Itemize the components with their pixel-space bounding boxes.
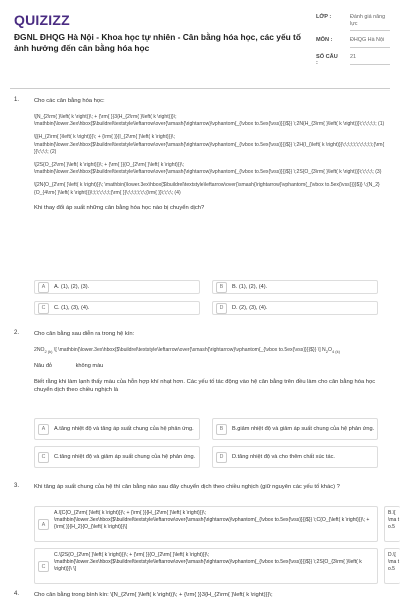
option-text: B.giảm nhiệt độ và giảm áp suất chung của hệ phản ứng. [232,425,375,432]
meta-subject-value: ĐHQG Hà Nội [350,37,390,48]
option-letter: C [38,303,49,314]
meta-count-row [316,54,390,66]
option-d[interactable] [212,301,378,315]
equation-mid: \[ \mathbin{\lower.3ex\hbox{$\buildrel\textstyle\leftarrow\over{\smash{\rightarrow}\vphantom{_{\vbox to.5ex{\vss}}}}$}} \] N [53,347,326,353]
question-body [34,97,390,212]
color-left: Nâu đỏ [34,363,53,370]
option-b[interactable] [212,418,378,440]
question-text: Khi thay đổi áp suất những cân bằng hóa học nào bị chuyển dịch? [34,204,205,211]
question-body [34,483,390,491]
equation-o: O [327,347,332,353]
equation-n-sub: 2 [325,349,328,355]
meta-subject-label: MÔN : [316,37,333,43]
option-a[interactable] [34,280,200,294]
question-stem: Cho cân bằng trong bình kín: \[N_{2\rm{ }\left( k \right)}\; + {\rm{ }}3{H_{2\rm{ }\left( k \right)}}\; [34,592,273,598]
option-text: C.tăng nhiệt độ và giảm áp suất chung của hệ phản ứng. [54,453,196,460]
option-text: D.tăng nhiệt độ và cho thêm chất xúc tác. [232,453,335,460]
option-text: A.tăng nhiệt độ và tăng áp suất chung của hệ phản ứng. [54,425,194,432]
equation-3: \[2S{O_{2\rm{ }\left( k \right)}}\; + {\rm{ }}{O_{2\rm{ }\left( k \right)}}\; \mathbin{\lower.3ex\hbox{$\buildrel\textstyle\leftarrow\over{\smash{\rightarrow}\vphantom{_{\vbox to.5ex{\vss}}}}$}} \;2S{O_{3\rm{ }\left( k \right)}}\;\;\;\;\; (3) [34,162,382,176]
question-number: 3. [14,483,20,489]
question-body [34,591,394,599]
meta-panel [316,14,390,72]
question-text: Biết rằng khi làm lạnh thấy màu của hỗn hợp khí nhạt hơn. Các yếu tố tác động vào hệ cân bằng trên đều làm cho cân bằng hóa học chuyển dịch theo chiều nghịch là [34,379,376,394]
option-text: A. (1), (2), (3). [54,283,90,290]
equation-prefix: 2NO [34,347,45,353]
option-text: A.\[C{O_{2\rm{ }\left( k \right)}}\; + {\rm{ }}{H_{2\rm{ }\left( k \right)}}\; \mathbin{\lower.3ex\hbox{$\buildrel\textstyle\leftarrow\over{\smash{\rightarrow}\vphantom{_{\vbox to.5ex{\vss}}}}$}} \;C{O_{\left( k \right)}}\; + {\rm{ }}{H_2}{O_{\left( k \right)}}\] [54,510,370,530]
equation-4: \[2N{O_{2\rm{ }\left( k \right)}}\; \mathbin{\lower.3ex\hbox{$\buildrel\textstyle\leftarrow\over{\smash{\rightarrow}\vphantom{_{\vbox to.5ex{\vss}}}}$}} \;{N_2}{O_{4\rm{ }\left( k \right)}}\;\;\;\;\;\;\;{\rm{ }}\;\;\;\;\;\;\;{\rm{ }}\;\;\;\; (4) [34,182,380,196]
option-text: C.\[2S{O_{2\rm{ }\left( k \right)}}\; + {\rm{ }}{O_{2\rm{ }\left( k \right)}}\; \mathbin{\lower.3ex\hbox{$\buildrel\textstyle\leftarrow\over{\smash{\rightarrow}\vphantom{_{\vbox to.5ex{\vss}}}}$}} \;2S{O_{3\rm{ }\left( k \right)}}\ \] [54,552,362,572]
header-divider [10,88,390,89]
question-number: 2. [14,330,20,336]
option-d[interactable] [212,446,378,468]
option-letter: A [38,424,49,435]
meta-count-label: SỐ CÂU : [316,54,338,66]
equation-prefix-sub: 2 (k) [44,349,53,355]
color-labels [34,363,390,369]
option-text: D. (2), (3), (4). [232,304,268,311]
option-letter: C [38,452,49,463]
document-title: ĐGNL ĐHQG Hà Nội - Khoa học tự nhiên - Cân bằng hóa học, các yếu tố ảnh hưởng đến cân bằng hóa học [14,32,301,53]
option-text: C. (1), (3), (4). [54,304,90,311]
option-c[interactable] [34,301,200,315]
option-a[interactable] [34,506,378,542]
option-b[interactable] [384,506,400,542]
quizizz-logo [14,12,70,28]
question-stem: Cho cân bằng sau diễn ra trong hệ kín: [34,331,135,337]
option-d[interactable] [384,548,400,584]
logo-text: QUIZIZZ [14,12,70,28]
meta-class-row [316,14,390,31]
color-right: không màu [75,363,104,370]
meta-class-label: LỚP : [316,14,332,20]
question-text: Khi tăng áp suất chung của hệ thì cân bằng nào sau đây chuyển dịch theo chiều nghịch (giữ nguyên các yếu tố khác) ? [34,484,340,490]
equation-o-sub: 4 (k) [331,349,340,355]
option-letter: B [216,282,227,293]
question-number: 4. [14,591,20,597]
equation-1: \[N_{2\rm{ }\left( k \right)}\; + {\rm{ }}3{H_{2\rm{ }\left( k \right)}}\; \mathbin{\lower.3ex\hbox{$\buildrel\textstyle\leftarrow\over{\smash{\rightarrow}\vphantom{_{\vbox to.5ex{\vss}}}}$}} \;2N{H_{3\rm{ }\left( k \right)}}\;\;\;\;\;\; (1) [34,114,385,128]
document-header [0,0,400,92]
option-a[interactable] [34,418,200,440]
meta-count-value: 21 [350,54,390,65]
equation-2: \[{H_{2\rm{ }\left( k \right)}}\; + {\rm{ }}{I_{2\rm{ }\left( k \right)}}\; \mathbin{\lower.3ex\hbox{$\buildrel\textstyle\leftarrow\over{\smash{\rightarrow}\vphantom{_{\vbox to.5ex{\vss}}}}$}} \;2H{I_{\left( k \right)}}\;\;\;\;\;\;\;\;\;\;\;{\rm{ }}\;\;\;\; (2) [34,134,385,155]
option-c[interactable] [34,548,378,584]
option-b[interactable] [212,280,378,294]
option-letter: C [38,561,49,572]
meta-subject-row [316,37,390,48]
option-text: B.\[ \ma to.5 [388,510,400,530]
option-letter: B [216,424,227,435]
meta-class-value: Đánh giá năng lực [350,14,390,31]
question-body [34,330,390,394]
option-letter: A [38,519,49,530]
option-letter: D [216,303,227,314]
option-c[interactable] [34,446,200,468]
question-stem: Cho các cân bằng hóa học: [34,98,105,104]
option-text: D.\[ \ma to.5 [388,552,400,572]
option-text: B. (1), (2), (4). [232,283,268,290]
option-letter: A [38,282,49,293]
equation-list [34,114,390,197]
question-number: 1. [14,97,20,103]
option-letter: D [216,452,227,463]
equation-line [34,347,390,355]
